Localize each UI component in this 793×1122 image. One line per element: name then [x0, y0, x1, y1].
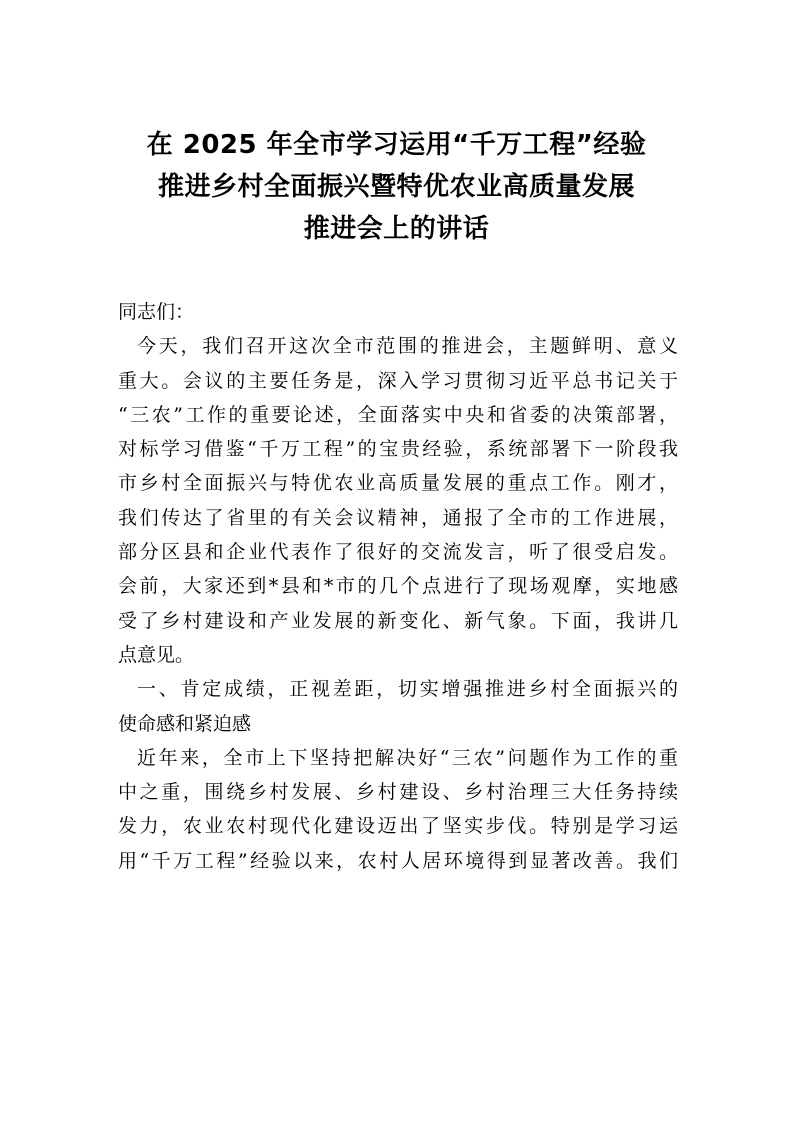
text-line: 中之重，围绕乡村发展、乡村建设、乡村治理三大任务持续 [118, 781, 678, 804]
text-line: 我们传达了省里的有关会议精神，通报了全市的工作进展， [118, 506, 678, 529]
text-line: 用“千万工程”经验以来，农村人居环境得到显著改善。我们 [118, 849, 678, 872]
heading-line: 一、肯定成绩，正视差距，切实增强推进乡村全面振兴的 [137, 678, 678, 701]
title-line: 推进会上的讲话 [303, 214, 490, 244]
text-line: 受了乡村建设和产业发展的新变化、新气象。下面，我讲几 [118, 609, 678, 632]
text-line: 近年来，全市上下坚持把解决好“三农”问题作为工作的重 [137, 746, 678, 769]
paragraph-achievements [118, 741, 678, 878]
document-body [118, 295, 678, 878]
paragraph-intro [118, 329, 678, 672]
text-line: 会前，大家还到*县和*市的几个点进行了现场观摩，实地感 [118, 575, 678, 598]
text-line: 市乡村全面振兴与特优农业高质量发展的重点工作。刚才， [118, 472, 678, 495]
text-line: 今天，我们召开这次全市范围的推进会，主题鲜明、意义 [137, 335, 678, 358]
text-line: 点意见。 [118, 643, 195, 666]
salutation: 同志们： [118, 301, 195, 323]
heading-line: 使命感和紧迫感 [118, 712, 252, 735]
text-line: 发力，农业农村现代化建设迈出了坚实步伐。特别是学习运 [118, 815, 678, 838]
title-line: 推进乡村全面振兴暨特优农业高质量发展 [157, 172, 635, 202]
text-line: 对标学习借鉴“千万工程”的宝贵经验，系统部署下一阶段我 [118, 438, 678, 461]
text-line: 部分区县和企业代表作了很好的交流发言，听了很受启发。 [118, 541, 678, 564]
text-line: “三农”工作的重要论述，全面落实中央和省委的决策部署， [118, 403, 678, 426]
text-line: 重大。会议的主要任务是，深入学习贯彻习近平总书记关于 [118, 369, 678, 392]
document-title [80, 124, 713, 250]
title-line: 在 2025 年全市学习运用“千万工程”经验 [146, 130, 647, 160]
section-heading [118, 672, 678, 741]
